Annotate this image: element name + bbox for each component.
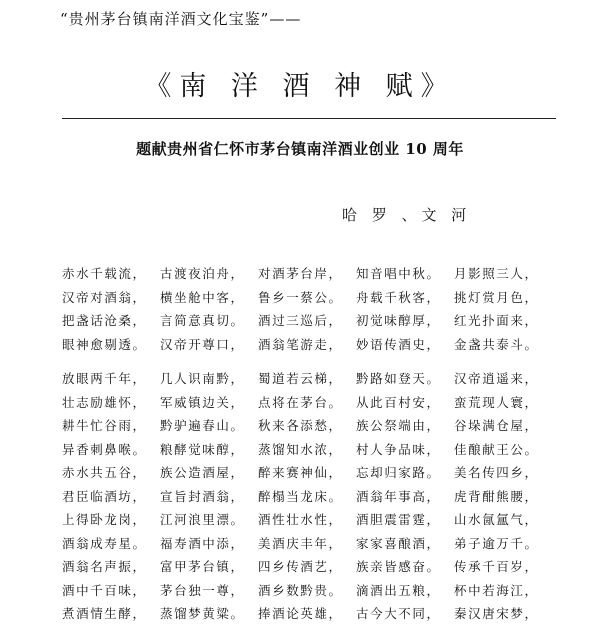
verse-phrase: 虎背酣熊腰， [454,488,539,504]
verse-phrase: 汉帝开尊口， [160,336,245,352]
verse-line [62,534,562,558]
verse-phrase: 耕牛忙谷雨， [62,418,147,433]
verse-phrase: 村人争品味， [356,441,441,457]
verse-line [62,369,562,393]
verse-line [62,604,562,628]
verse-phrase: 山水氤氲气， [454,512,539,527]
verse-phrase: 弟子逾万千。 [454,535,539,551]
verse-phrase: 醉来赛神仙， [258,465,343,480]
verse-phrase: 知音唱中秋。 [356,266,441,281]
verse-phrase: 酒翁成寿星。 [62,535,147,551]
verse-phrase: 舟载千秋客， [356,289,441,305]
verse-phrase: 佳酿献王公。 [454,441,539,457]
author-line: 哈 罗 、文 河 [342,206,472,224]
title-divider [62,118,556,119]
verse-line [62,264,562,288]
verse-phrase: 蒸馏知水浓， [258,441,343,457]
verse-phrase: 放眼两千年， [62,371,147,386]
verse-phrase: 酒性壮水性， [258,512,343,527]
poem-title: 《南 洋 酒 神 赋》 [144,71,456,102]
verse-phrase: 杯中若海江， [454,582,539,598]
verse-phrase: 汉帝逍遥来， [454,371,539,386]
verse-line [62,335,562,359]
verse-phrase: 月影照三人， [454,266,539,281]
verse-line [62,510,562,534]
verse-line [62,311,562,335]
verse-phrase: 忘却归家路。 [356,465,441,480]
verse-phrase: 族亲皆感奋。 [356,559,441,574]
verse-phrase: 酒翁年事高， [356,488,441,504]
verse-phrase: 上得卧龙岗， [62,512,147,527]
stanza-1 [62,264,562,358]
verse-line [62,416,562,440]
verse-phrase: 美酒庆丰年， [258,535,343,551]
verse-phrase: 初觉味醇厚， [356,313,441,328]
verse-line [62,393,562,417]
verse-phrase: 茅台独一尊， [160,582,245,598]
verse-phrase: 君臣临酒坊， [62,488,147,504]
verse-phrase: 蒸馏梦黄粱。 [160,606,245,621]
verse-phrase: 鲁乡一蔡公。 [258,289,343,305]
verse-phrase: 酒翁笔游走， [258,336,343,352]
verse-phrase: 秋来各添愁， [258,418,343,433]
verse-line [62,288,562,312]
verse-phrase: 军威镇边关， [160,394,245,410]
verse-phrase: 把盏话沧桑， [62,313,147,328]
verse-phrase: 传承千百岁， [454,559,539,574]
verse-line [62,440,562,464]
verse-phrase: 古今大不同， [356,606,441,621]
verse-phrase: 富甲茅台镇， [160,559,245,574]
verse-phrase: 酒胆震雷霆， [356,512,441,527]
verse-phrase: 酒过三巡后， [258,313,343,328]
verse-phrase: 妙语传酒史， [356,336,441,352]
verse-phrase: 谷垛满仓屋， [454,418,539,433]
verse-phrase: 异香刺鼻喉。 [62,441,147,457]
verse-phrase: 黔路如登天。 [356,371,441,386]
verse-phrase: 眼神愈剔透。 [62,336,147,352]
verse-phrase: 蛮荒现人寰， [454,394,539,410]
verse-phrase: 族公造酒屋， [160,465,245,480]
verse-phrase: 江河浪里漂。 [160,512,245,527]
verse-phrase: 壮志励雄怀， [62,394,147,410]
verse-phrase: 美名传四乡， [454,465,539,480]
verse-line [62,581,562,605]
verse-phrase: 言简意真切。 [160,313,245,328]
verse-phrase: 汉帝对酒翁， [62,289,147,305]
verse-phrase: 酒中千百味， [62,582,147,598]
verse-phrase: 家家喜酿酒， [356,535,441,551]
verse-phrase: 红光扑面来， [454,313,539,328]
verse-phrase: 赤水共五谷， [62,465,147,480]
verse-phrase: 四乡传酒艺， [258,559,343,574]
verse-phrase: 挑灯赏月色， [454,289,539,305]
verse-phrase: 福寿酒中添， [160,535,245,551]
verse-phrase: 蜀道若云梯， [258,371,343,386]
verse-phrase: 对酒茅台岸， [258,266,343,281]
verse-phrase: 煮酒情生酵， [62,606,147,621]
verse-phrase: 古渡夜泊舟， [160,266,245,281]
verse-line [62,463,562,487]
verse-phrase: 族公祭端由， [356,418,441,433]
verse-phrase: 黔驴遍春山。 [160,418,245,433]
verse-phrase: 酒乡数黔贵。 [258,582,343,598]
verse-phrase: 酒翁名声振， [62,559,147,574]
verse-phrase: 滴酒出五粮， [356,582,441,598]
verse-phrase: 醉榻当龙床。 [258,488,343,504]
verse-phrase: 粮酵觉味醇， [160,441,245,457]
verse-phrase: 宣旨封酒翁， [160,488,245,504]
verse-phrase: 捧酒论英雄， [258,606,343,621]
series-header: “贵州茅台镇南洋酒文化宝鉴”—— [60,10,302,28]
verse-line [62,557,562,581]
dedication-line: 题献贵州省仁怀市茅台镇南洋酒业创业 10 周年 [136,140,464,158]
verse-phrase: 横坐舱中客， [160,289,245,305]
verse-phrase: 点将在茅台。 [258,394,343,410]
verse-phrase: 从此百村安， [356,394,441,410]
verse-phrase: 秦汉唐宋梦， [454,606,539,621]
verse-line [62,487,562,511]
verse-phrase: 赤水千载流， [62,266,147,281]
verse-phrase: 几人识南黔， [160,371,245,386]
verse-phrase: 金盏共泰斗。 [454,336,539,352]
stanza-2 [62,369,562,628]
